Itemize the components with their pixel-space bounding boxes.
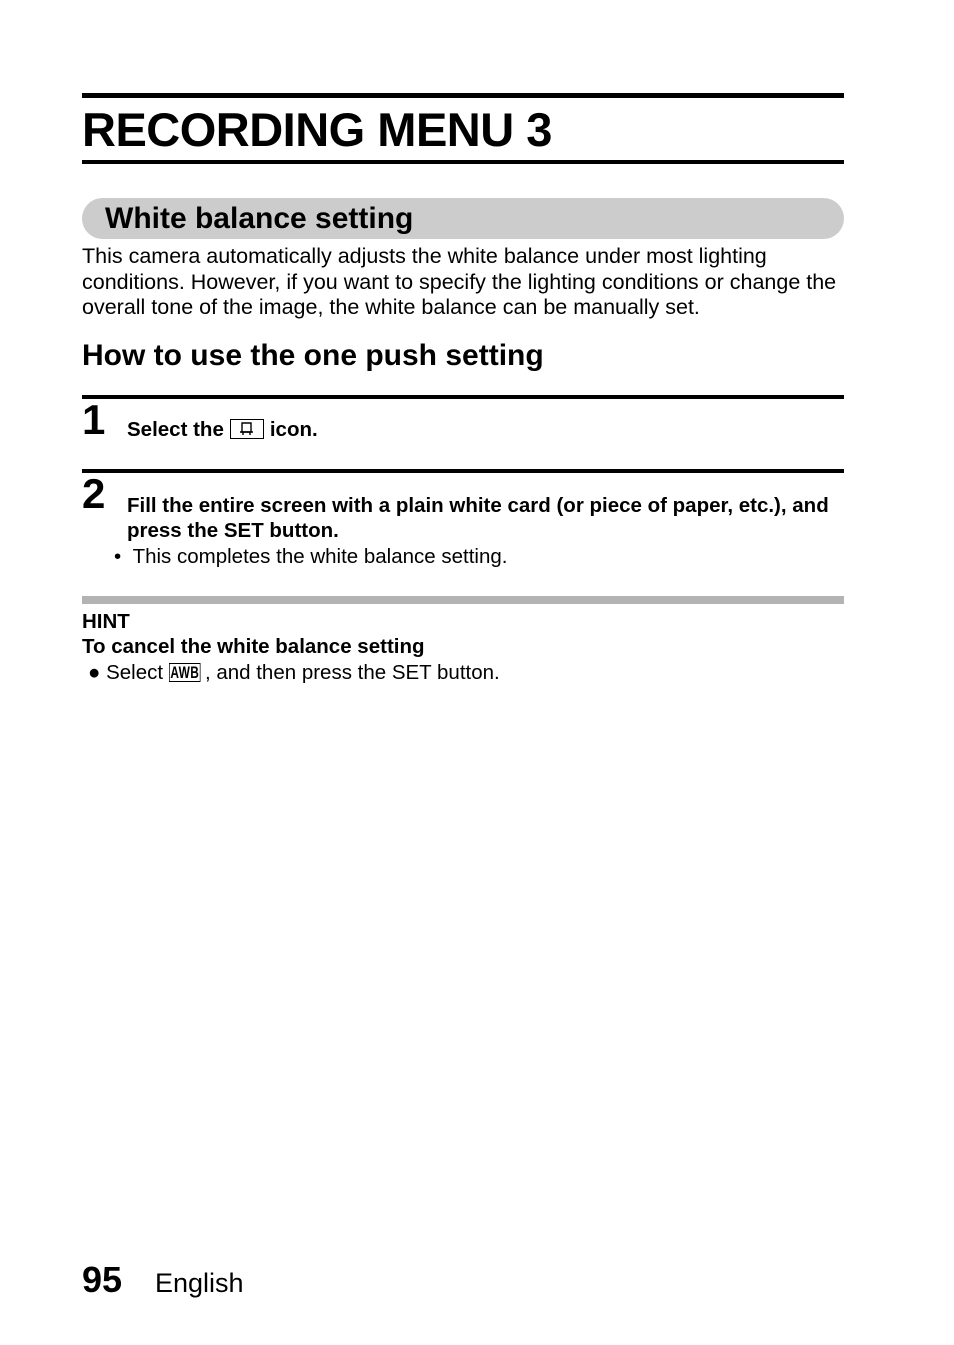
intro-paragraph: This camera automatically adjusts the white balance under most lighting conditions. However, if you want to specify the lighting conditions or change the overall tone of the image, the white balance can be manually set. bbox=[82, 244, 837, 319]
step-number: 1 bbox=[82, 396, 106, 443]
awb-icon: AWB bbox=[170, 663, 199, 682]
step-note: • This completes the white balance setting. bbox=[114, 545, 508, 568]
section-header-bar bbox=[82, 198, 844, 239]
step-1 bbox=[82, 395, 844, 469]
hint-label: HINT bbox=[82, 610, 130, 633]
hint-item: ● Select AWB , and then press the SET button. bbox=[88, 661, 500, 684]
step-text-after: icon. bbox=[269, 418, 318, 441]
one-push-white-balance-icon bbox=[230, 419, 264, 439]
step-number: 2 bbox=[82, 470, 106, 517]
hint-item-after: , and then press the SET button. bbox=[204, 661, 500, 684]
page-number: 95 bbox=[82, 1259, 123, 1300]
hint-divider bbox=[82, 596, 844, 604]
step-text: Fill the entire screen with a plain white card (or piece of paper, etc.), and press the SET button. bbox=[127, 494, 829, 542]
step-2 bbox=[82, 469, 844, 583]
hint-item-before: Select bbox=[106, 661, 164, 684]
section-title: White balance setting bbox=[105, 202, 414, 235]
hint-title: To cancel the white balance setting bbox=[82, 635, 425, 658]
page-language: English bbox=[155, 1268, 244, 1298]
step-note-text: This completes the white balance setting. bbox=[132, 545, 508, 568]
page-title: RECORDING MENU 3 bbox=[82, 103, 552, 156]
step-text bbox=[127, 417, 318, 442]
page-header bbox=[82, 93, 844, 164]
subheading: How to use the one push setting bbox=[82, 339, 544, 372]
step-text-before: Select the bbox=[127, 418, 224, 441]
